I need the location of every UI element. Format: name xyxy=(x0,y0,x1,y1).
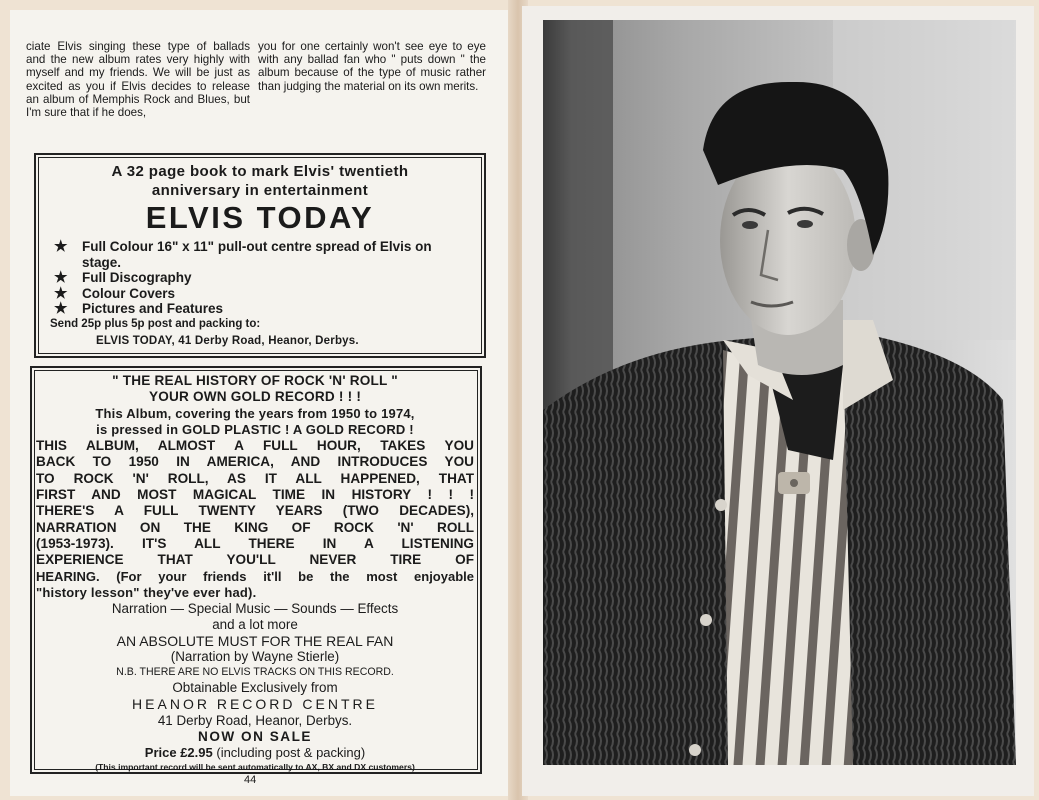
obtainable-line: Obtainable Exclusively from xyxy=(172,680,338,696)
advert-line: " THE REAL HISTORY OF ROCK 'N' ROLL " xyxy=(112,373,398,388)
price-note: (including post & packing) xyxy=(216,745,366,761)
page-number: 44 xyxy=(244,774,257,786)
advert-line: HEARING. (For your friends it'll be the most enjoyable xyxy=(36,568,474,584)
advert-line: THIS ALBUM, ALMOST A FULL HOUR, TAKES YOU xyxy=(36,438,474,454)
advert-headline-1: A 32 page book to mark Elvis' twentieth xyxy=(111,163,409,180)
gold-record-advert xyxy=(30,366,482,774)
send-instructions: Send 25p plus 5p post and packing to: xyxy=(50,318,261,330)
shop-address: 41 Derby Road, Heanor, Derbys. xyxy=(157,713,353,729)
feature-text: Colour Covers xyxy=(82,285,176,301)
advert-line: (1953-1973). IT'S ALL THERE IN A LISTENING xyxy=(36,535,474,551)
feature-item xyxy=(54,301,474,317)
more-line: and a lot more xyxy=(212,617,298,633)
gold-record-advert-text xyxy=(36,373,474,773)
features-line: Narration — Special Music — Sounds — Effects xyxy=(111,601,399,617)
feature-item xyxy=(54,239,474,270)
portrait-illustration xyxy=(543,20,1016,765)
advert-line: FIRST AND MOST MAGICAL TIME IN HISTORY ! ! ! xyxy=(36,487,474,503)
advert-line: YOUR OWN GOLD RECORD ! ! ! xyxy=(148,389,362,405)
footnote: (This important record will be sent automatically to AX, BX and DX customers) xyxy=(95,762,415,773)
advert-title: ELVIS TODAY xyxy=(145,200,375,235)
feature-text: Full Discography xyxy=(82,270,192,285)
feature-list xyxy=(54,239,474,317)
advert-line: TO ROCK 'N' ROLL, AS IT ALL HAPPENED, THAT xyxy=(36,470,474,486)
star-icon: ★ xyxy=(54,300,68,317)
feature-text: Full Colour 16" x 11" pull-out centre spread of Elvis on stage. xyxy=(82,239,432,270)
price-line xyxy=(36,745,474,761)
feature-item xyxy=(54,270,474,286)
price-label: Price £2.95 xyxy=(144,745,213,761)
advert-line: BACK TO 1950 IN AMERICA, AND INTRODUCES YOU xyxy=(36,454,474,470)
star-icon: ★ xyxy=(54,269,68,286)
feature-item xyxy=(54,286,474,302)
order-address: ELVIS TODAY, 41 Derby Road, Heanor, Derbys. xyxy=(96,335,359,347)
shop-name: HEANOR RECORD CENTRE xyxy=(132,696,378,713)
star-icon: ★ xyxy=(54,238,68,255)
advert-line: is pressed in GOLD PLASTIC ! A GOLD RECORD ! xyxy=(96,421,414,437)
star-icon: ★ xyxy=(54,284,68,302)
intro-text-column-2: you for one certainly won't see eye to eye with any ballad fan who " puts down " the album because of the type of music rather than judging the material on its own merits. xyxy=(258,40,486,93)
feature-text: Pictures and Features xyxy=(82,301,224,316)
intro-text-column-1: ciate Elvis singing these type of ballads and the new album rates very highly with myself and my friends. We will be just as excited as you if Elvis decides to release an album of Memphis Rock and Blues, but I'm sure that if he does, xyxy=(26,40,250,120)
advert-line: EXPERIENCE THAT YOU'LL NEVER TIRE OF xyxy=(36,552,474,568)
must-line: AN ABSOLUTE MUST FOR THE REAL FAN xyxy=(116,633,394,650)
advert-headline-2: anniversary in entertainment xyxy=(151,182,369,199)
advert-line: "history lesson" they've ever had). xyxy=(36,584,257,600)
nb-line: N.B. THERE ARE NO ELVIS TRACKS ON THIS RECORD. xyxy=(116,666,394,679)
now-on-sale: NOW ON SALE xyxy=(198,729,312,745)
narration-credit: (Narration by Wayne Stierle) xyxy=(170,649,340,665)
advert-line: NARRATION ON THE KING OF ROCK 'N' ROLL xyxy=(36,519,474,535)
advert-line: This Album, covering the years from 1950 to 1974, xyxy=(95,405,415,421)
advert-line: THERE'S A FULL TWENTY YEARS (TWO DECADES), xyxy=(36,503,474,519)
elvis-portrait-photo xyxy=(543,20,1016,765)
elvis-today-advert xyxy=(34,153,486,358)
